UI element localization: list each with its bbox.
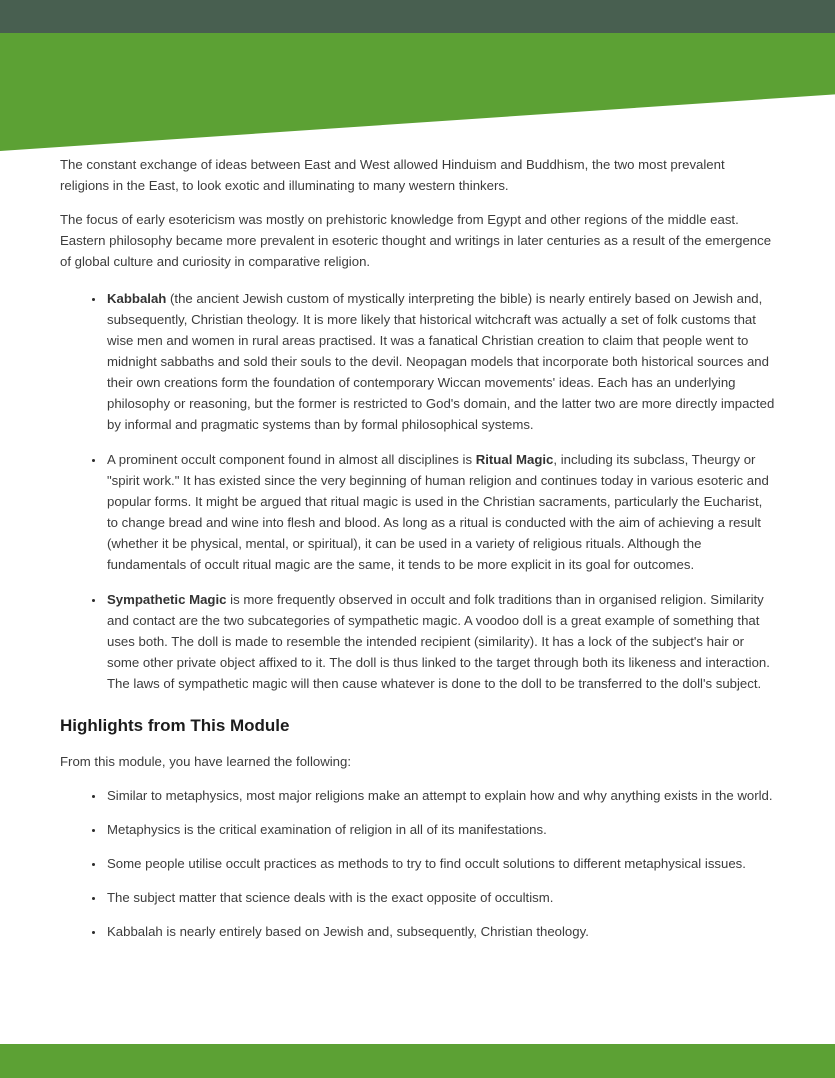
term-ritual-magic: Ritual Magic xyxy=(475,452,554,467)
list-item: • Kabbalah is nearly entirely based on Jewish and, subsequently, Christian theology. xyxy=(105,921,775,942)
list-item: • Metaphysics is the critical examination of religion in all of its manifestations. xyxy=(105,819,775,840)
page-content xyxy=(0,154,835,958)
highlights-intro: From this module, you have learned the following: xyxy=(60,754,352,769)
concept-bullet-list xyxy=(60,288,775,694)
header-top-bar xyxy=(0,0,835,33)
intro-paragraph-2: The focus of early esotericism was mostly on prehistoric knowledge from Egypt and other regions of the middle east. Eastern philosophy became more prevalent in esoteric thought and writings in later centuries as a result of the emergence of global culture and curiosity in comparative religion. xyxy=(60,212,772,269)
header-banner xyxy=(0,33,835,151)
bullet-text-segment: , including its subclass, Theurgy or "spirit work." It has existed since the very beginning of human religion and continues today in various esoteric and popular forms. It might be argued that ritual magic is used in the Christian sacraments, particularly the Eucharist, to change bread and wine into flesh and blood. As long as a ritual is conducted with the aim of achieving a result (whether it be physical, mental, or spiritual), it can be used in a variety of religious rituals. Although the fundamentals of occult ritual magic are the same, it tends to be more explicit in its goal for outcomes. xyxy=(107,452,769,572)
bullet-text-segment: is more frequently observed in occult and folk traditions than in organised religion. Similarity and contact are the two subcategories of sympathetic magic. A voodoo doll is a great example of something that uses both. The doll is made to resemble the intended recipient (similarity). It has a lock of the subject's hair or some other private object affixed to it. The doll is thus linked to the target through both its likeness and interaction. The laws of sympathetic magic will then cause whatever is done to the doll to be transferred to the doll's subject. xyxy=(107,592,770,691)
list-item-sympathetic-magic xyxy=(105,589,775,694)
list-item-kabbalah xyxy=(105,288,775,435)
term-kabbalah: Kabbalah xyxy=(107,291,167,306)
bullet-text-segment: A prominent occult component found in almost all disciplines is xyxy=(107,452,476,467)
intro-paragraph-1: The constant exchange of ideas between East and West allowed Hinduism and Buddhism, the two most prevalent religions in the East, to look exotic and illuminating to many western thinkers. xyxy=(60,157,725,193)
highlights-list xyxy=(60,785,775,942)
section-heading-highlights: Highlights from This Module xyxy=(60,716,290,735)
list-item: • The subject matter that science deals with is the exact opposite of occultism. xyxy=(105,887,775,908)
bullet-text-segment: (the ancient Jewish custom of mystically interpreting the bible) is nearly entirely based on Jewish and, subsequently, Christian theology. It is more likely that historical witchcraft was actually a set of folk customs that wise men and women in rural areas practised. It was a fanatical Christian creation to claim that people went to midnight sabbaths and sold their souls to the devil. Neopagan models that incorporate both historical sources and their own creations form the foundation of contemporary Wiccan movements' ideas. Each has an underlying philosophy or reasoning, but the former is restricted to God's domain, and the latter two are more directly impacted by informal and pragmatic systems than by formal philosophical systems. xyxy=(107,291,775,432)
term-sympathetic-magic: Sympathetic Magic xyxy=(107,592,227,607)
list-item: • Similar to metaphysics, most major religions make an attempt to explain how and why anything exists in the world. xyxy=(105,785,775,806)
list-item-ritual-magic xyxy=(105,449,775,575)
footer-bar xyxy=(0,1044,835,1078)
list-item: • Some people utilise occult practices as methods to try to find occult solutions to different metaphysical issues. xyxy=(105,853,775,874)
